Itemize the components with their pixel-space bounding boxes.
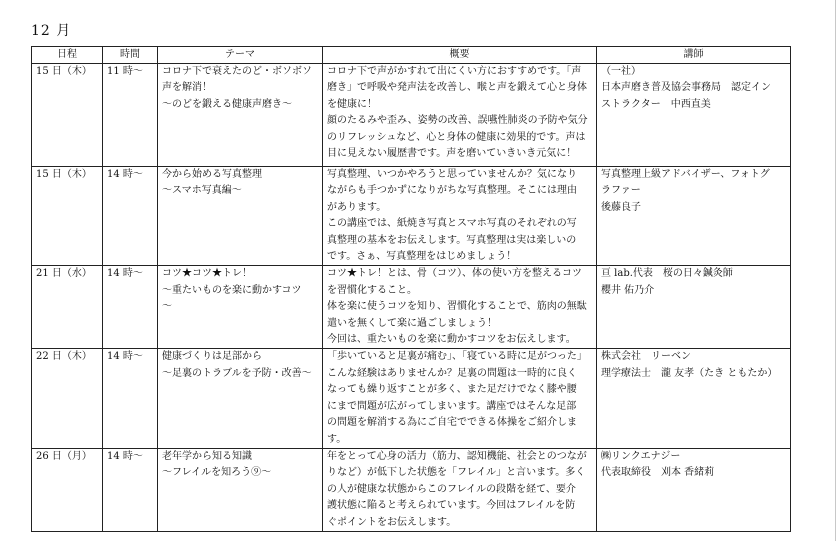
header-date: 日程 [32,47,103,64]
summary-line: の問題を解消する為にご自宅でできる体操をご紹介しま [327,417,577,429]
summary-line: なっても繰り返すことが多く、また足だけでなく膝や腰 [327,384,577,396]
instructor-line: （一社） [601,66,641,77]
instructor-line: ㈱リンクエナジー [601,450,681,462]
instructor-line: 写真整理上級アドバイザー、フォトグ [601,169,770,180]
summary-line: 体を楽に使うコツを知り、習慣化することで、筋肉の無駄 [327,301,587,313]
instructor-cell [597,167,791,266]
instructor-line: 櫻井 佑乃介 [601,284,655,296]
summary-line: ながらも手つかずになりがちな写真整理。そこには理由 [327,185,577,197]
summary-cell [323,266,597,349]
summary-cell [323,64,597,167]
time-cell: 14 時～ [103,167,158,266]
summary-line: を習慣化すること。 [327,284,417,296]
theme-line: ～ [162,301,172,313]
summary-line: 「歩いていると足裏が痛む」、「寝ている時に足がつった」 [327,351,587,363]
instructor-line: 株式会社 リーベン [601,351,691,363]
summary-line: 遣いを無くして楽に過ごしましょう！ [327,317,497,329]
summary-line: のリフレッシュなど、心と身体の健康に効果的です。声は [327,131,586,143]
summary-line: 真整理の基本をお伝えします。写真整理は実は楽しいの [327,234,577,246]
instructor-cell [597,448,791,531]
summary-line: ぐポイントをお伝えします。 [327,516,457,528]
summary-line: 護状態に陥ると考えられています。今回はフレイルを防 [327,500,576,512]
page-edge-divider [835,0,836,541]
time-cell: 14 時～ [103,448,158,531]
theme-cell [158,448,323,531]
header-time: 時間 [103,47,158,64]
theme-line: 老年学から知る知識 [162,450,252,462]
instructor-line: 亘 lab.代表 桜の日々鍼灸師 [601,268,733,280]
time-cell: 11 時～ [103,64,158,167]
time-cell: 14 時～ [103,266,158,349]
instructor-line: 後藤良子 [601,201,641,213]
month-title: 12 月 [31,23,72,39]
theme-line: ～のどを鍛える健康声磨き～ [162,98,292,110]
table-row [32,349,791,448]
theme-line: 声を解消！ [162,82,212,94]
summary-line: です。さぁ、写真整理をはじめましょう！ [327,251,517,263]
summary-line: 磨き」で呼吸や発声法を改善し、喉と声を鍛えて心と身体 [327,82,587,94]
date-cell: 21 日（水） [32,266,103,349]
time-cell: 14 時～ [103,349,158,448]
table-row [32,167,791,266]
theme-cell [158,64,323,167]
theme-line: ～スマホ写真編～ [162,185,242,197]
header-theme: テーマ [158,47,323,64]
date-cell: 15 日（木） [32,64,103,167]
summary-line: コツ★トレ！とは、骨（コツ）、体の使い方を整えるコツ [327,268,582,280]
theme-line: ～足裏のトラブルを予防・改善～ [162,367,312,379]
date-cell: 26 日（月） [32,448,103,531]
theme-line: 健康づくりは足部から [162,351,262,363]
theme-line: ～フレイルを知ろう⑨～ [162,467,272,479]
instructor-line: ストラクター 中西直美 [601,98,711,110]
header-summary: 概要 [323,47,597,64]
instructor-cell [597,64,791,167]
summary-cell [323,448,597,531]
summary-cell [323,349,597,448]
theme-cell [158,266,323,349]
header-row [32,47,791,64]
instructor-line: ラファー [601,185,641,197]
theme-cell [158,167,323,266]
instructor-line: 日本声磨き普及協会事務局 認定イン [601,82,771,94]
theme-cell [158,349,323,448]
theme-line: 今から始める写真整理 [162,169,262,180]
summary-cell [323,167,597,266]
table-row [32,448,791,531]
summary-line: があります。 [327,201,387,213]
theme-line: コツ★コツ★トレ！ [162,268,252,280]
instructor-line: 理学療法士 瀧 友孝（たき ともたか） [601,367,778,379]
instructor-cell [597,349,791,448]
summary-line: にまで問題が広がってしまいます。講座ではそんな足部 [327,400,577,412]
schedule-table [31,46,791,532]
theme-line: コロナ下で衰えたのど・ボソボソ [162,66,312,77]
summary-line: 目に見えない履歴書です。声を磨いていきいき元気に！ [327,148,577,160]
summary-line: こんな経験はありませんか？足裏の問題は一時的に良く [327,367,577,379]
summary-line: 顔のたるみや歪み、姿勢の改善、誤嚥性肺炎の予防や気分 [327,115,588,127]
table-row [32,64,791,167]
summary-line: の人が健康な状態からこのフレイルの段階を経て、要介 [327,483,576,495]
summary-line: 写真整理、いつかやろうと思っていませんか？気になり [327,169,577,180]
summary-line: を健康に！ [327,98,377,110]
summary-line: 年をとって心身の活力（筋力、認知機能、社会とのつなが [327,450,587,462]
summary-line: 今回は、重たいものを楽に動かすコツをお伝えします。 [327,334,576,346]
table-row [32,266,791,349]
theme-line: ～重たいものを楽に動かすコツ [162,284,302,296]
summary-line: この講座では、紙焼き写真とスマホ写真のそれぞれの写 [327,218,577,230]
date-cell: 15 日（木） [32,167,103,266]
header-instructor: 講師 [597,47,791,64]
summary-line: す。 [327,433,347,445]
date-cell: 22 日（木） [32,349,103,448]
summary-line: りなど）が低下した状態を「フレイル」と言います。多く [327,467,586,479]
instructor-line: 代表取締役 刈本 香緒莉 [601,467,715,479]
summary-line: コロナ下で声がかすれて出にくい方におすすめです。「声 [327,66,582,77]
instructor-cell [597,266,791,349]
